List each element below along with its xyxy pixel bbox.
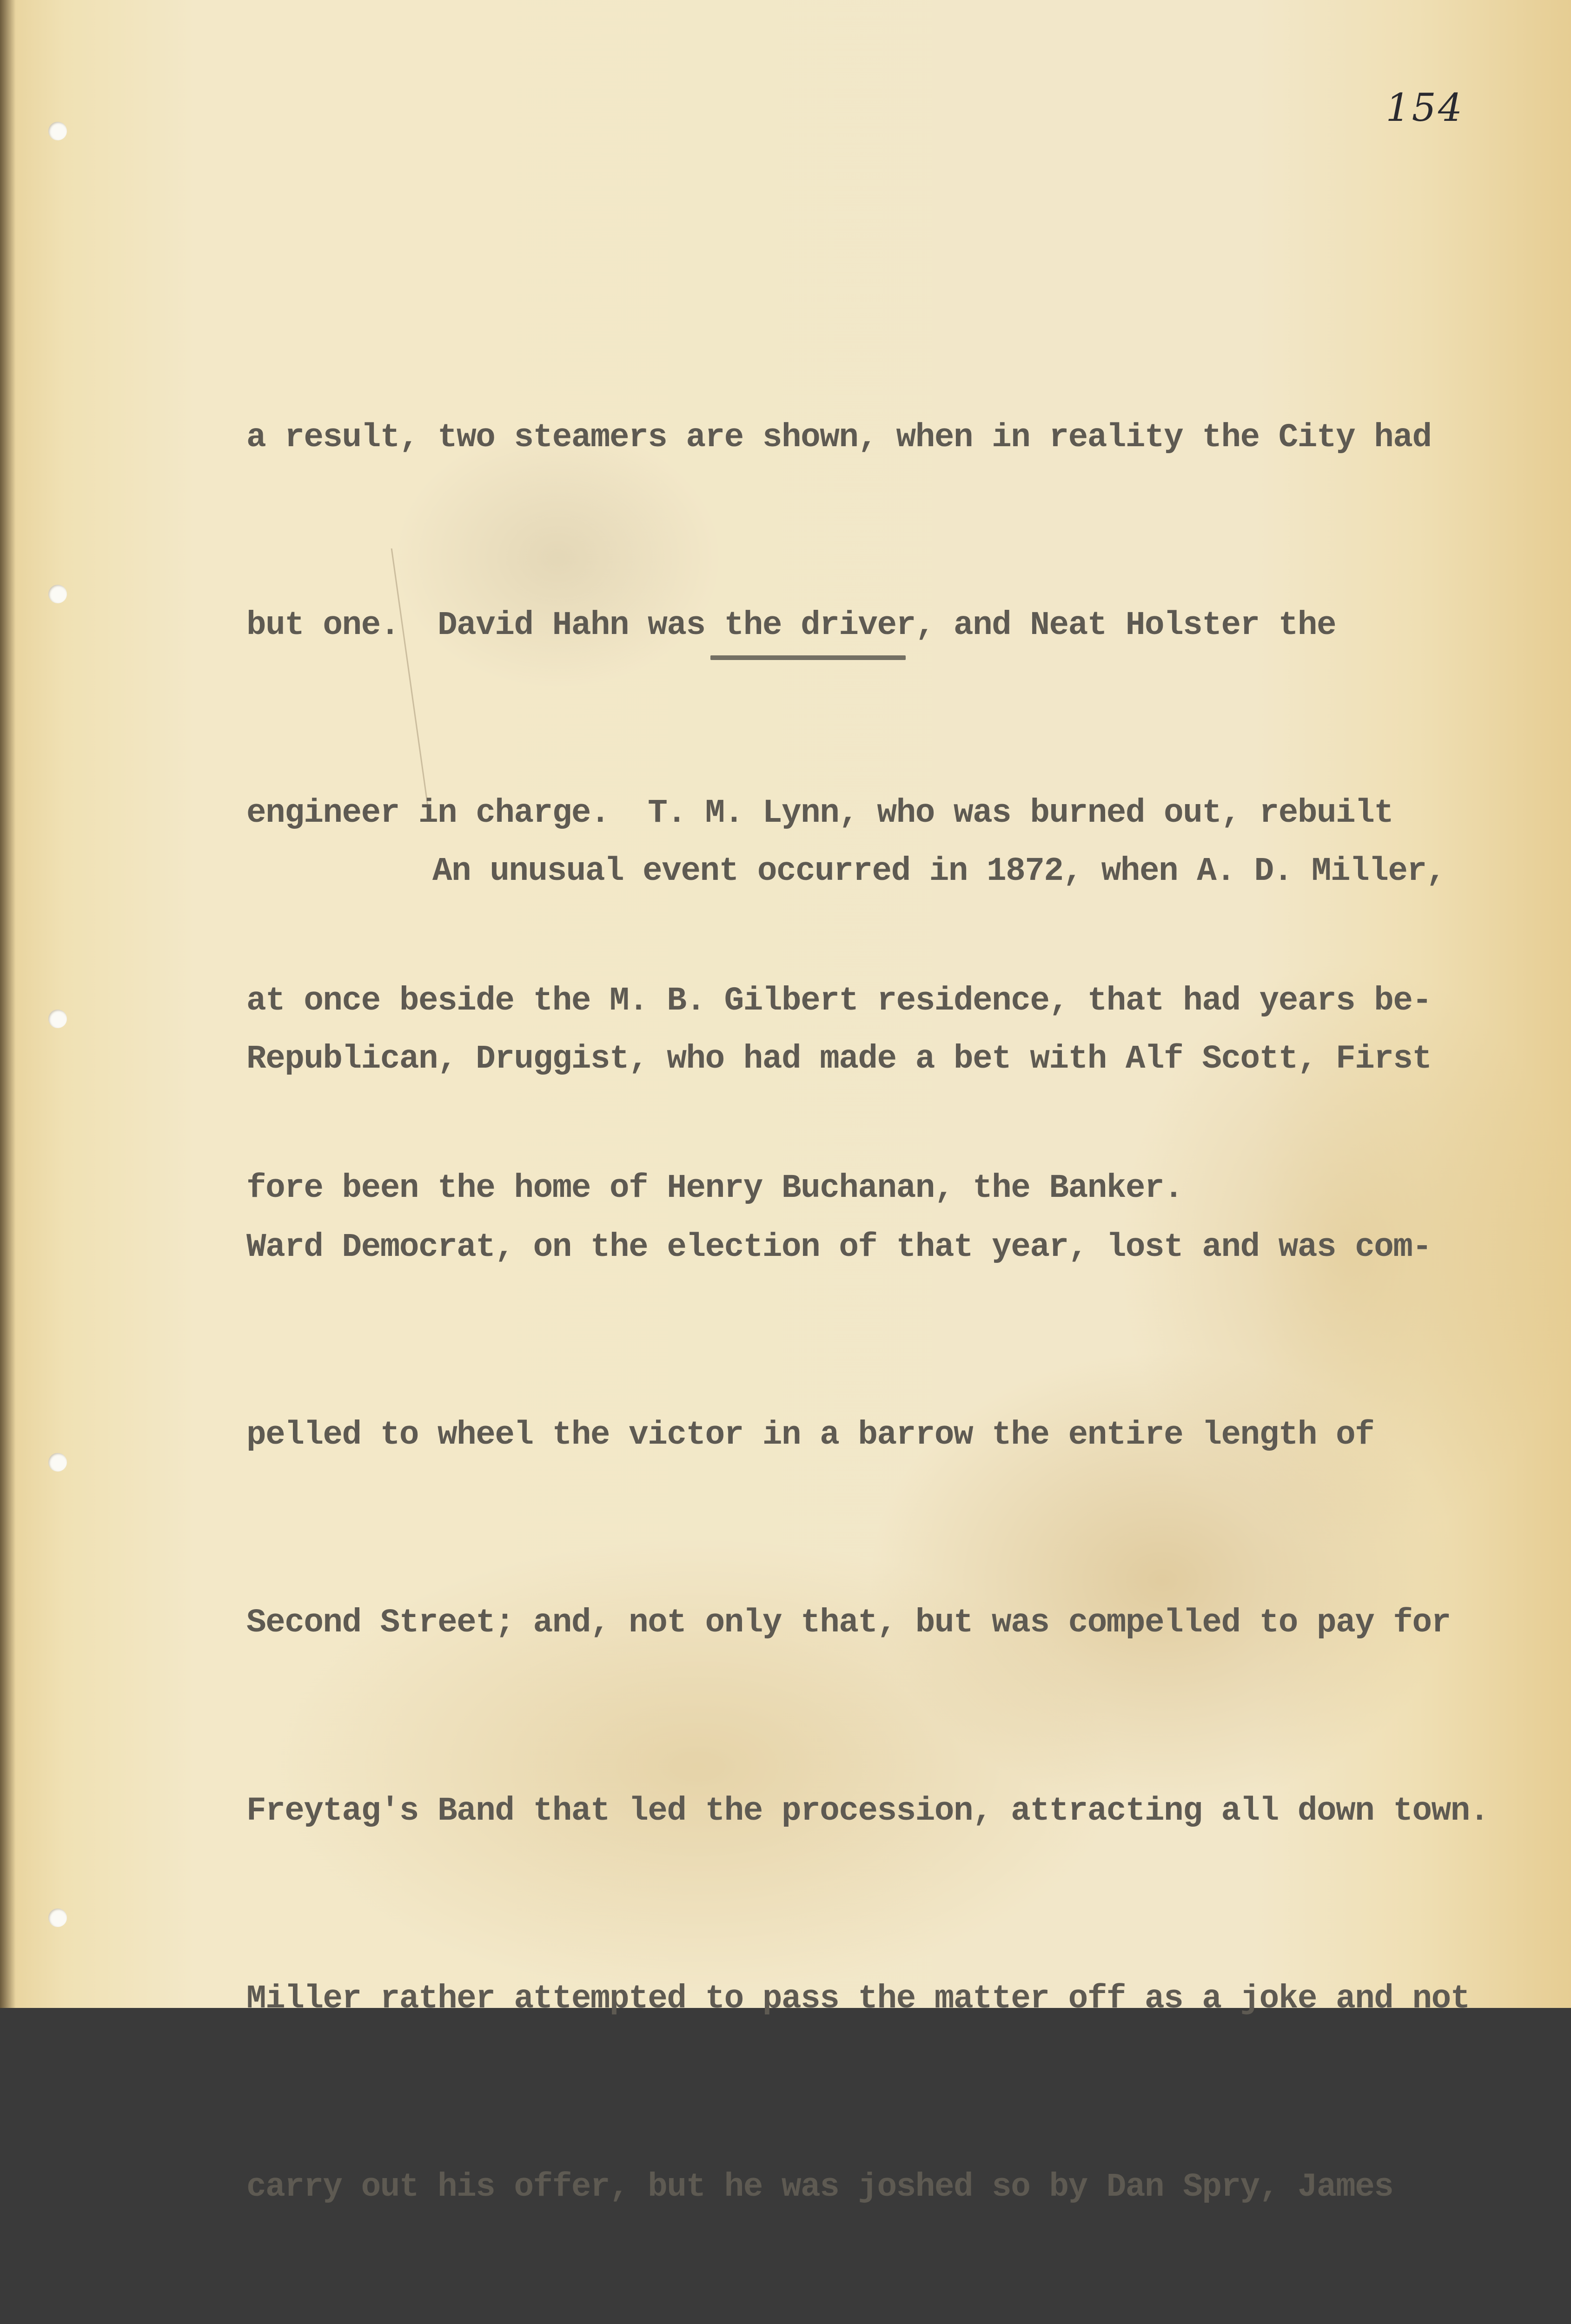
- text-line: engineer in charge. T. M. Lynn, who was burned out, rebuilt: [246, 794, 1393, 832]
- text-line: carry out his offer, but he was joshed so by Dan Spry, James: [246, 2168, 1393, 2206]
- paragraph-2: [246, 715, 1489, 2324]
- page-edge-shadow: [0, 0, 16, 2008]
- punch-hole: [48, 1908, 67, 1927]
- text-line: fore been the home of Henry Buchanan, the Banker.: [246, 1170, 1183, 1208]
- text-line: at once beside the M. B. Gilbert residence, that had years be-: [246, 982, 1432, 1020]
- text-line: Republican, Druggist, who had made a bet with Alf Scott, First: [246, 1041, 1432, 1078]
- text-line: Second Street; and, not only that, but was compelled to pay for: [246, 1604, 1451, 1642]
- text-line: An unusual event occurred in 1872, when A. D. Miller,: [432, 852, 1445, 890]
- text-line: Ward Democrat, on the election of that year, lost and was com-: [246, 1228, 1432, 1266]
- text-line: but one. David Hahn was the driver, and Neat Holster the: [246, 607, 1336, 644]
- punch-hole: [48, 585, 67, 603]
- text-line: Freytag's Band that led the procession, attracting all down town.: [246, 1792, 1489, 1830]
- section-divider: [710, 655, 906, 660]
- text-line: pelled to wheel the victor in a barrow the entire length of: [246, 1417, 1374, 1454]
- punch-hole: [48, 1453, 67, 1472]
- text-line: a result, two steamers are shown, when in reality the City had: [246, 419, 1432, 457]
- text-line: Miller rather attempted to pass the matter off as a joke and not: [246, 1981, 1470, 2018]
- punch-hole: [48, 1010, 67, 1028]
- page-number: 154: [1385, 86, 1464, 130]
- punch-hole: [48, 122, 67, 140]
